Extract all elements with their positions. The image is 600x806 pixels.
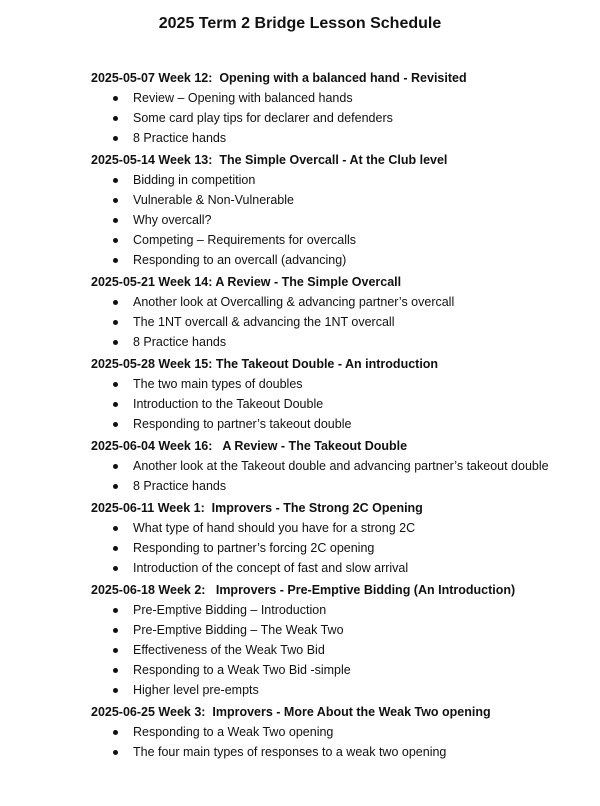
topic-list [91,88,591,148]
week-heading: 2025-06-04 Week 16: A Review - The Takeout Double [91,439,408,453]
week-section [91,580,591,700]
topic-text: 8 Practice hands [133,335,227,349]
bullet-icon [113,422,118,427]
topic-text: The two main types of doubles [133,377,303,391]
topic-text: Bidding in competition [133,173,256,187]
topic-text: Higher level pre-empts [133,683,259,697]
bullet-icon [113,566,118,571]
page-title: 2025 Term 2 Bridge Lesson Schedule [158,15,442,32]
topic-item [91,742,591,762]
week-heading: 2025-05-07 Week 12: Opening with a balanced hand - Revisited [91,71,467,85]
schedule-list [91,68,591,762]
topic-item [91,250,591,270]
topic-list [91,292,591,352]
topic-item [91,312,591,332]
topic-item [91,640,591,660]
topic-item [91,108,591,128]
bullet-icon [113,258,118,263]
bullet-icon [113,526,118,531]
topic-text: Why overcall? [133,213,212,227]
bullet-icon [113,648,118,653]
bullet-icon [113,218,118,223]
bullet-icon [113,340,118,345]
week-section [91,150,591,270]
bullet-icon [113,688,118,693]
week-heading: 2025-06-25 Week 3: Improvers - More About the Weak Two opening [91,705,491,719]
week-section [91,272,591,352]
week-heading: 2025-06-11 Week 1: Improvers - The Strong 2C Opening [91,501,423,515]
week-section [91,354,591,434]
topic-item [91,600,591,620]
topic-text: Another look at the Takeout double and advancing partner’s takeout double [133,459,549,473]
bullet-icon [113,136,118,141]
bullet-icon [113,608,118,613]
bullet-icon [113,750,118,755]
topic-text: Responding to partner’s takeout double [133,417,352,431]
topic-list [91,722,591,762]
topic-text: The four main types of responses to a weak two opening [133,745,447,759]
week-heading: 2025-06-18 Week 2: Improvers - Pre-Emptive Bidding (An Introduction) [91,583,516,597]
topic-text: Responding to an overcall (advancing) [133,253,347,267]
topic-list [91,456,591,496]
week-heading: 2025-05-14 Week 13: The Simple Overcall - At the Club level [91,153,448,167]
topic-text: Another look at Overcalling & advancing partner’s overcall [133,295,455,309]
topic-item [91,394,591,414]
topic-item [91,170,591,190]
topic-item [91,558,591,578]
topic-item [91,518,591,538]
topic-text: Competing – Requirements for overcalls [133,233,357,247]
bullet-icon [113,402,118,407]
week-section [91,498,591,578]
topic-text: What type of hand should you have for a strong 2C [133,521,416,535]
topic-text: Responding to partner’s forcing 2C opening [133,541,375,555]
week-section [91,436,591,496]
topic-text: Pre-Emptive Bidding – The Weak Two [133,623,344,637]
topic-text: Introduction to the Takeout Double [133,397,324,411]
topic-text: 8 Practice hands [133,479,227,493]
topic-item [91,476,591,496]
topic-list [91,374,591,434]
topic-item [91,332,591,352]
topic-item [91,88,591,108]
topic-item [91,190,591,210]
topic-list [91,170,591,270]
topic-item [91,456,591,476]
bullet-icon [113,484,118,489]
topic-item [91,128,591,148]
topic-item [91,660,591,680]
bullet-icon [113,668,118,673]
week-section [91,68,591,148]
bullet-icon [113,730,118,735]
topic-text: Effectiveness of the Weak Two Bid [133,643,325,657]
bullet-icon [113,546,118,551]
topic-item [91,538,591,558]
topic-text: Pre-Emptive Bidding – Introduction [133,603,327,617]
topic-item [91,230,591,250]
topic-list [91,600,591,700]
bullet-icon [113,116,118,121]
topic-text: Some card play tips for declarer and defenders [133,111,393,125]
topic-item [91,680,591,700]
topic-item [91,722,591,742]
topic-list [91,518,591,578]
topic-item [91,292,591,312]
topic-text: Responding to a Weak Two opening [133,725,334,739]
topic-text: Responding to a Weak Two Bid -simple [133,663,351,677]
bullet-icon [113,628,118,633]
bullet-icon [113,300,118,305]
week-heading: 2025-05-21 Week 14: A Review - The Simple Overcall [91,275,402,289]
bullet-icon [113,96,118,101]
topic-item [91,414,591,434]
week-heading: 2025-05-28 Week 15: The Takeout Double - An introduction [91,357,439,371]
bullet-icon [113,382,118,387]
bullet-icon [113,198,118,203]
bullet-icon [113,178,118,183]
topic-text: Introduction of the concept of fast and slow arrival [133,561,409,575]
topic-item [91,620,591,640]
topic-item [91,374,591,394]
week-section [91,702,591,762]
topic-text: The 1NT overcall & advancing the 1NT overcall [133,315,395,329]
bullet-icon [113,238,118,243]
topic-item [91,210,591,230]
bullet-icon [113,464,118,469]
topic-text: Vulnerable & Non-Vulnerable [133,193,294,207]
bullet-icon [113,320,118,325]
topic-text: 8 Practice hands [133,131,227,145]
topic-text: Review – Opening with balanced hands [133,91,353,105]
